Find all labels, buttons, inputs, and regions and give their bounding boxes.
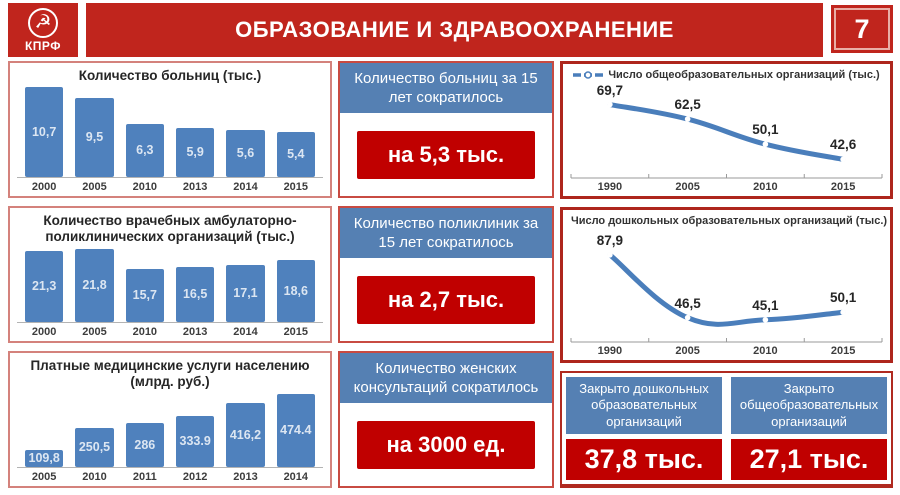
point-value-label: 87,9 [596,232,624,248]
line-series-legend-icon [573,71,603,79]
bar-value-label: 109,8 [28,451,60,466]
line-plot-area [571,81,882,179]
bar-slot [271,249,321,322]
kprf-logo [8,3,78,57]
bar-value-label: 15,7 [132,288,157,303]
point-value-label: 69,7 [596,82,624,98]
bar-plot-area [17,394,323,468]
bar [176,416,214,467]
point-value-label: 50,1 [829,290,857,306]
x-tick-label: 2010 [753,181,778,193]
middle-column [338,61,554,488]
x-tick-label: 2000 [31,326,57,338]
preschools-chart-panel [560,207,893,363]
x-axis-labels [17,178,323,193]
bar [75,249,113,322]
x-tick-label: 2015 [283,326,309,338]
bar-value-label: 17,1 [233,286,258,301]
bar [25,251,63,322]
x-tick-label: 2000 [31,181,57,193]
x-tick-label: 2005 [82,181,107,193]
bar-slot [120,394,170,467]
bar [176,267,214,322]
x-tick-label: 2010 [82,471,107,483]
bar-value-label: 16,5 [182,287,208,302]
bar-slot [69,249,119,322]
bar-plot-area [17,249,323,323]
callout-body [340,403,552,486]
hospitals-callout [338,61,554,198]
bar [126,269,164,322]
closed-organizations-callouts [560,371,893,488]
callout-value: 37,8 тыс. [566,439,722,480]
bar [277,132,315,177]
callout-value: на 2,7 тыс. [357,276,535,324]
bar-value-label: 10,7 [31,124,57,139]
bar [226,403,264,467]
right-column [560,61,893,488]
outpatient-chart-panel [8,206,332,343]
bar [176,128,214,177]
closed-schools-callout [731,377,887,480]
bar [126,423,164,467]
x-tick-label: 2013 [233,471,258,483]
bar-value-label: 416,2 [229,427,262,442]
bar-value-label: 5,6 [236,146,255,161]
bar-chart-outpatient [17,249,323,338]
page-title: ОБРАЗОВАНИЕ И ЗДРАВООХРАНЕНИЕ [86,3,823,57]
x-tick-label: 2010 [132,326,158,338]
callout-body [340,113,552,196]
bar-slot [120,87,170,177]
bar-value-label: 5,9 [186,145,204,160]
callout-value: на 5,3 тыс. [357,131,535,179]
x-axis-labels [17,468,323,483]
x-tick-label: 2014 [233,326,258,338]
x-tick-label: 1990 [597,181,623,193]
chart-title: Количество больниц (тыс.) [78,68,262,83]
point-value-label: 42,6 [829,137,857,153]
bar-slot [170,394,220,467]
x-tick-label: 2015 [830,345,856,357]
x-tick-label: 2010 [132,181,158,193]
x-tick-label: 2005 [82,326,107,338]
bar-value-label: 21,3 [31,279,57,294]
bar-value-label: 286 [134,437,156,452]
point-value-label: 50,1 [752,122,779,138]
chart-legend [571,69,882,81]
hospitals-chart-panel [8,61,332,198]
bar-value-label: 21,8 [82,278,107,293]
bar-value-label: 5,4 [287,147,305,162]
bar-chart-paid-services [17,394,323,483]
x-tick-label: 2005 [675,181,700,193]
legend-label: Число дошкольных образовательных организаций (тыс.) [570,215,888,227]
x-tick-label: 2015 [830,181,856,193]
point-value-label: 45,1 [752,297,779,313]
x-tick-label: 2014 [283,471,309,483]
closed-preschools-callout [566,377,722,480]
x-tick-label: 2010 [753,345,778,357]
x-tick-label: 2005 [31,471,57,483]
x-tick-label: 2012 [182,471,208,483]
callout-heading: Количество больниц за 15 лет сократилось [340,63,552,113]
bar [75,98,113,177]
chart-legend [570,215,888,227]
bar-plot-area [17,87,323,178]
kprf-logo-label: КПРФ [24,38,62,53]
x-axis-labels [571,343,882,358]
bar-slot [19,394,69,467]
callout-heading: Закрыто общеобразовательных организаций [731,377,887,434]
chart-title: Количество врачебных амбулаторно-поликлинических организаций (тыс.) [43,213,297,245]
bar-slot [271,394,321,467]
bar-slot [19,87,69,177]
legend-label: Число общеобразовательных организаций (тыс.) [608,69,880,81]
schools-chart-panel [560,61,893,199]
x-tick-label: 1990 [597,345,623,357]
bar-slot [271,87,321,177]
bar [277,394,315,467]
x-tick-label: 2013 [182,326,208,338]
bar-slot [69,394,119,467]
bar-slot [170,87,220,177]
left-column [8,61,332,488]
x-axis-labels [17,323,323,338]
bar-value-label: 250,5 [78,440,111,455]
hammer-and-sickle-icon: ☭ [28,8,58,38]
bar-value-label: 474.4 [280,423,312,438]
bar-slot [120,249,170,322]
paid-services-chart-panel [8,351,332,488]
bar-value-label: 333.9 [179,434,211,449]
callout-body [340,258,552,341]
page-number-badge: 7 [831,5,893,53]
bar-chart-hospitals [17,87,323,193]
callout-heading: Закрыто дошкольных образовательных организаций [566,377,722,434]
line-chart-schools [571,81,882,194]
x-tick-label: 2014 [233,181,258,193]
line-plot-area [571,227,882,343]
polyclinics-callout [338,206,554,343]
bar-slot [19,249,69,322]
x-tick-label: 2015 [283,181,309,193]
bar [277,260,315,322]
womens-clinics-callout [338,351,554,488]
bar [126,124,164,177]
slide-header [8,3,893,57]
bar [25,87,63,177]
bar-value-label: 18,6 [283,283,308,298]
bar-slot [69,87,119,177]
bar [226,265,264,322]
line-chart-preschools [571,227,882,358]
bar-slot [220,87,270,177]
bar-value-label: 6,3 [136,143,154,158]
bar-value-label: 9,5 [85,130,104,144]
bar-slot [220,249,270,322]
x-tick-label: 2011 [132,471,157,483]
bar-slot [220,394,270,467]
callout-heading: Количество женских консультаций сократилось [340,353,552,403]
callout-value: на 3000 ед. [357,421,535,469]
callout-heading: Количество поликлиник за 15 лет сократилось [340,208,552,258]
bar-slot [170,249,220,322]
x-axis-labels [571,179,882,194]
chart-title: Платные медицинские услуги населению (млрд. руб.) [30,358,310,390]
point-value-label: 46,5 [674,295,701,311]
bar [75,428,113,467]
bar [226,130,264,177]
bar [25,450,63,467]
slide-body [8,61,893,488]
point-value-label: 62,5 [674,97,701,113]
x-tick-label: 2005 [675,345,700,357]
callout-value: 27,1 тыс. [731,439,887,480]
x-tick-label: 2013 [182,181,208,193]
